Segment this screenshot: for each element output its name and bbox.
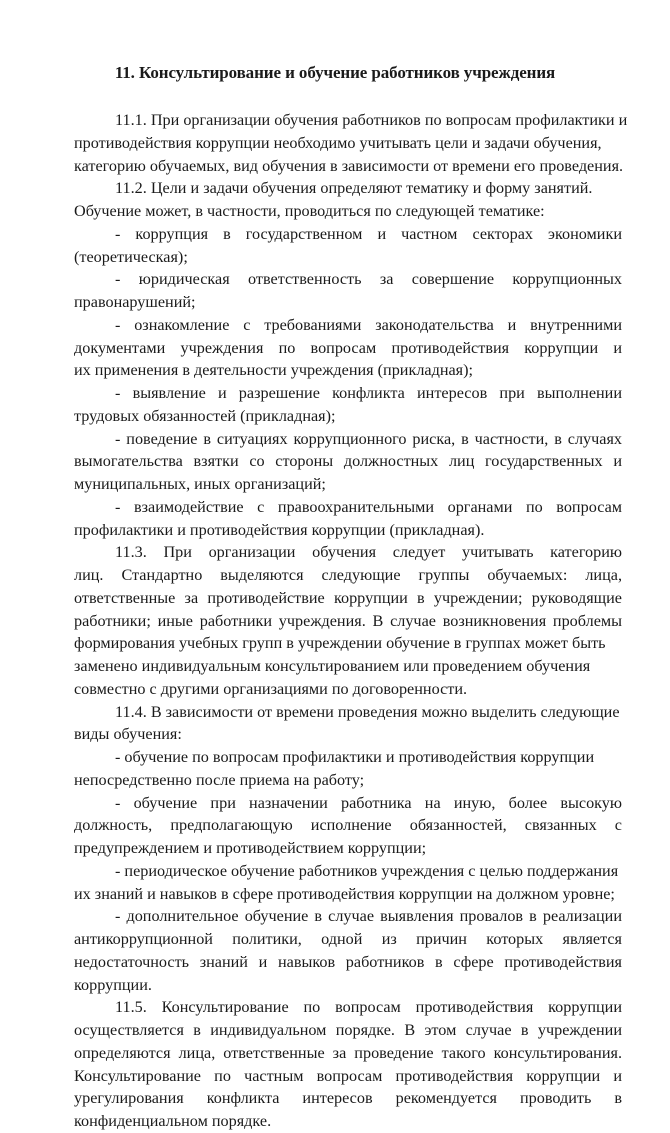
- text-line: осуществляется в индивидуальном порядке. В этом случае в учреждении: [74, 1021, 622, 1039]
- text-line: виды обучения:: [74, 725, 182, 744]
- text-line: формирования учебных групп в учреждении обучение в группах может быть: [74, 634, 606, 653]
- text-line: 11.3. При организации обучения следует учитывать категорию: [115, 543, 622, 562]
- text-line: ответственные за противодействие коррупции в учреждении; руководящие: [74, 588, 622, 607]
- text-line: - выявление и разрешение конфликта интересов при выполнении: [115, 384, 622, 402]
- text-line: их применения в деятельности учреждения (прикладная);: [74, 361, 474, 380]
- text-line: - поведение в ситуациях коррупционного риска, в частности, в случаях: [115, 429, 622, 448]
- text-line: недостаточность знаний и навыков работников в сфере противодействия: [74, 952, 622, 971]
- text-line: заменено индивидуальным консультированием или проведением обучения: [74, 657, 591, 675]
- text-line: - коррупция в государственном и частном секторах экономики: [115, 224, 622, 243]
- text-line: конфиденциальном порядке.: [74, 1112, 272, 1130]
- text-line: антикоррупционной политики, одной из причин которых является: [74, 930, 622, 948]
- text-line: должность, предполагающую исполнение обязанностей, связанных с: [74, 816, 622, 835]
- text-line: муниципальных, иных организаций;: [74, 475, 326, 493]
- text-line: Консультирование по частным вопросам противодействия коррупции и: [74, 1066, 622, 1085]
- text-line: совместно с другими организациями по договоренности.: [74, 679, 468, 698]
- text-line: противодействия коррупции необходимо учитывать цели и задачи обучения,: [74, 133, 602, 152]
- text-line: урегулирования конфликта интересов рекомендуется проводить в: [74, 1089, 622, 1108]
- text-line: 11.5. Консультирование по вопросам противодействия коррупции: [115, 998, 622, 1017]
- text-line: предупреждением и противодействием коррупции;: [74, 839, 427, 857]
- text-line: их знаний и навыков в сфере противодействия коррупции на должном уровне;: [74, 884, 615, 903]
- text-line: коррупции.: [74, 975, 152, 994]
- text-line: документами учреждения по вопросам противодействия коррупции и: [74, 338, 622, 357]
- text-line: - обучение по вопросам профилактики и противодействия коррупции: [115, 748, 595, 766]
- section-title: 11. Консультирование и обучение работников учреждения: [114, 63, 556, 82]
- text-line: вымогательства взятки со стороны должностных лиц государственных и: [74, 452, 622, 471]
- text-line: 11.4. В зависимости от времени проведения можно выделить следующие: [115, 702, 620, 721]
- text-line: - обучение при назначении работника на иную, более высокую: [115, 793, 622, 812]
- text-line: - юридическая ответственность за совершение коррупционных: [115, 270, 622, 289]
- text-line: лиц. Стандартно выделяются следующие группы обучаемых: лица,: [74, 566, 622, 584]
- document-body: [74, 109, 628, 1133]
- text-line: определяются лица, ответственные за проведение такого консультирования.: [74, 1043, 622, 1062]
- text-line: трудовых обязанностей (прикладная);: [74, 406, 336, 425]
- text-line: работники; иные работники учреждения. В случае возникновения проблемы: [74, 611, 622, 630]
- text-line: Обучение может, в частности, проводиться по следующей тематике:: [74, 202, 545, 220]
- text-line: профилактики и противодействия коррупции (прикладная).: [74, 520, 485, 539]
- text-line: - периодическое обучение работников учреждения с целью поддержания: [115, 861, 619, 880]
- text-line: категорию обучаемых, вид обучения в зависимости от времени его проведения.: [74, 156, 624, 175]
- text-line: (теоретическая);: [74, 247, 188, 266]
- text-line: 11.1. При организации обучения работников по вопросам профилактики и: [115, 111, 628, 129]
- text-line: 11.2. Цели и задачи обучения определяют тематику и форму занятий.: [115, 179, 593, 198]
- text-line: - взаимодействие с правоохранительными органами по вопросам: [115, 497, 622, 516]
- text-line: - ознакомление с требованиями законодательства и внутренними: [115, 315, 622, 334]
- text-line: правонарушений;: [74, 293, 196, 311]
- text-line: - дополнительное обучение в случае выявления провалов в реализации: [115, 907, 622, 926]
- text-line: непосредственно после приема на работу;: [74, 770, 365, 789]
